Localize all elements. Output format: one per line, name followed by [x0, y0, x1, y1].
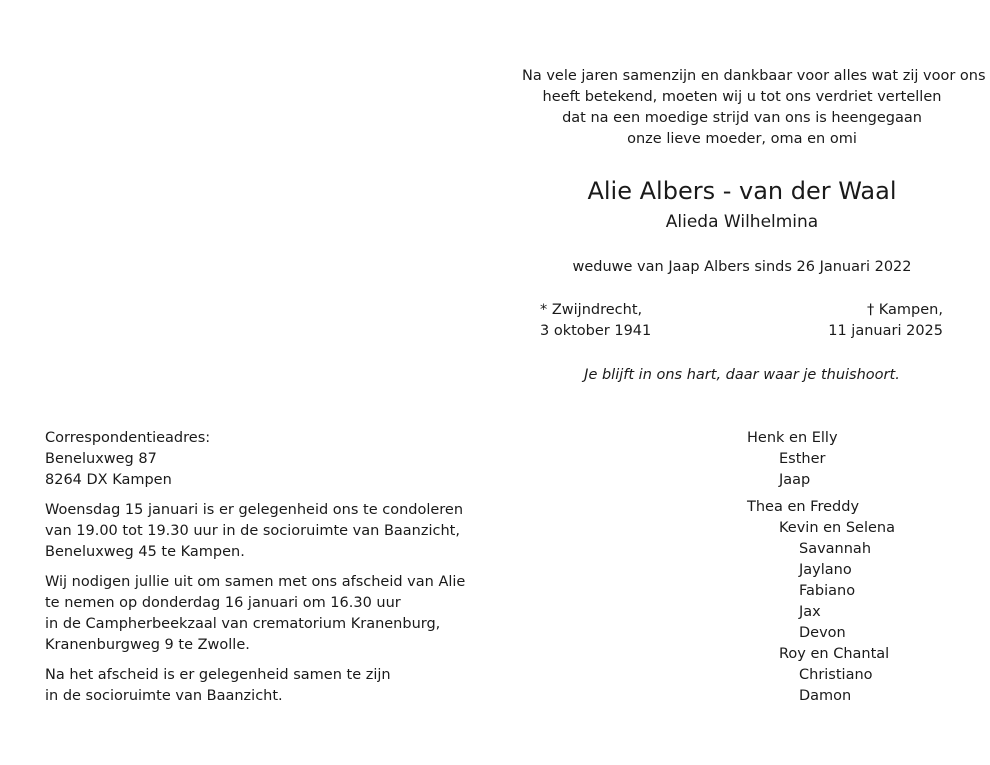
- family-list: [747, 428, 895, 713]
- condolence-line: van 19.00 tot 19.30 uur in de socioruimte van Baanzicht,: [45, 523, 460, 539]
- family-couple: Kevin en Selena: [779, 520, 895, 536]
- after-line: in de socioruimte van Baanzicht.: [45, 688, 283, 704]
- family-couple: Roy en Chantal: [779, 646, 890, 662]
- family-parents: Henk en Elly: [747, 430, 838, 446]
- farewell-line: in de Campherbeekzaal van crematorium Kranenburg,: [45, 616, 441, 632]
- condolence-line: Woensdag 15 januari is er gelegenheid ons te condoleren: [45, 502, 464, 518]
- intro-line: onze lieve moeder, oma en omi: [627, 131, 857, 147]
- condolence-line: Beneluxweg 45 te Kampen.: [45, 544, 245, 560]
- birth-date: 3 oktober 1941: [540, 323, 652, 339]
- family-member: Savannah: [799, 541, 872, 557]
- family-member: Devon: [799, 625, 846, 641]
- widow-line: weduwe van Jaap Albers sinds 26 Januari 2022: [572, 259, 912, 275]
- death-date: 11 januari 2025: [828, 323, 943, 339]
- intro-line: heeft betekend, moeten wij u tot ons verdriet vertellen: [542, 89, 942, 105]
- intro-line: Na vele jaren samenzijn en dankbaar voor alles wat zij voor ons: [522, 68, 986, 84]
- birth-place: * Zwijndrecht,: [540, 302, 643, 318]
- deceased-given-names: Alieda Wilhelmina: [665, 212, 819, 232]
- family-member: Jax: [799, 604, 821, 620]
- after-info: [45, 665, 485, 707]
- death-info: [828, 300, 943, 342]
- death-place: † Kampen,: [866, 302, 943, 318]
- family-member: Damon: [799, 688, 852, 704]
- family-member: Fabiano: [799, 583, 856, 599]
- practical-info: [45, 428, 485, 716]
- family-member: Esther: [779, 451, 826, 467]
- family-member: Jaylano: [799, 562, 852, 578]
- farewell-info: [45, 572, 485, 656]
- birth-info: [540, 300, 651, 342]
- family-member: Christiano: [799, 667, 873, 683]
- deceased-name: Alie Albers - van der Waal: [587, 177, 897, 205]
- family-member: Jaap: [779, 472, 811, 488]
- intro-text: [522, 66, 986, 150]
- family-group: [747, 428, 895, 491]
- address-line: Correspondentieadres:: [45, 430, 211, 446]
- farewell-line: te nemen op donderdag 16 januari om 16.30 uur: [45, 595, 401, 611]
- family-group: [747, 497, 895, 707]
- memorial-quote: Je blijft in ons hart, daar waar je thuishoort.: [584, 367, 900, 383]
- intro-line: dat na een moedige strijd van ons is heengegaan: [562, 110, 922, 126]
- address-line: 8264 DX Kampen: [45, 472, 172, 488]
- address-line: Beneluxweg 87: [45, 451, 157, 467]
- after-line: Na het afscheid is er gelegenheid samen te zijn: [45, 667, 391, 683]
- farewell-line: Kranenburgweg 9 te Zwolle.: [45, 637, 250, 653]
- condolence-info: [45, 500, 485, 563]
- farewell-line: Wij nodigen jullie uit om samen met ons afscheid van Alie: [45, 574, 466, 590]
- family-parents: Thea en Freddy: [747, 499, 860, 515]
- correspondence-address: [45, 428, 485, 491]
